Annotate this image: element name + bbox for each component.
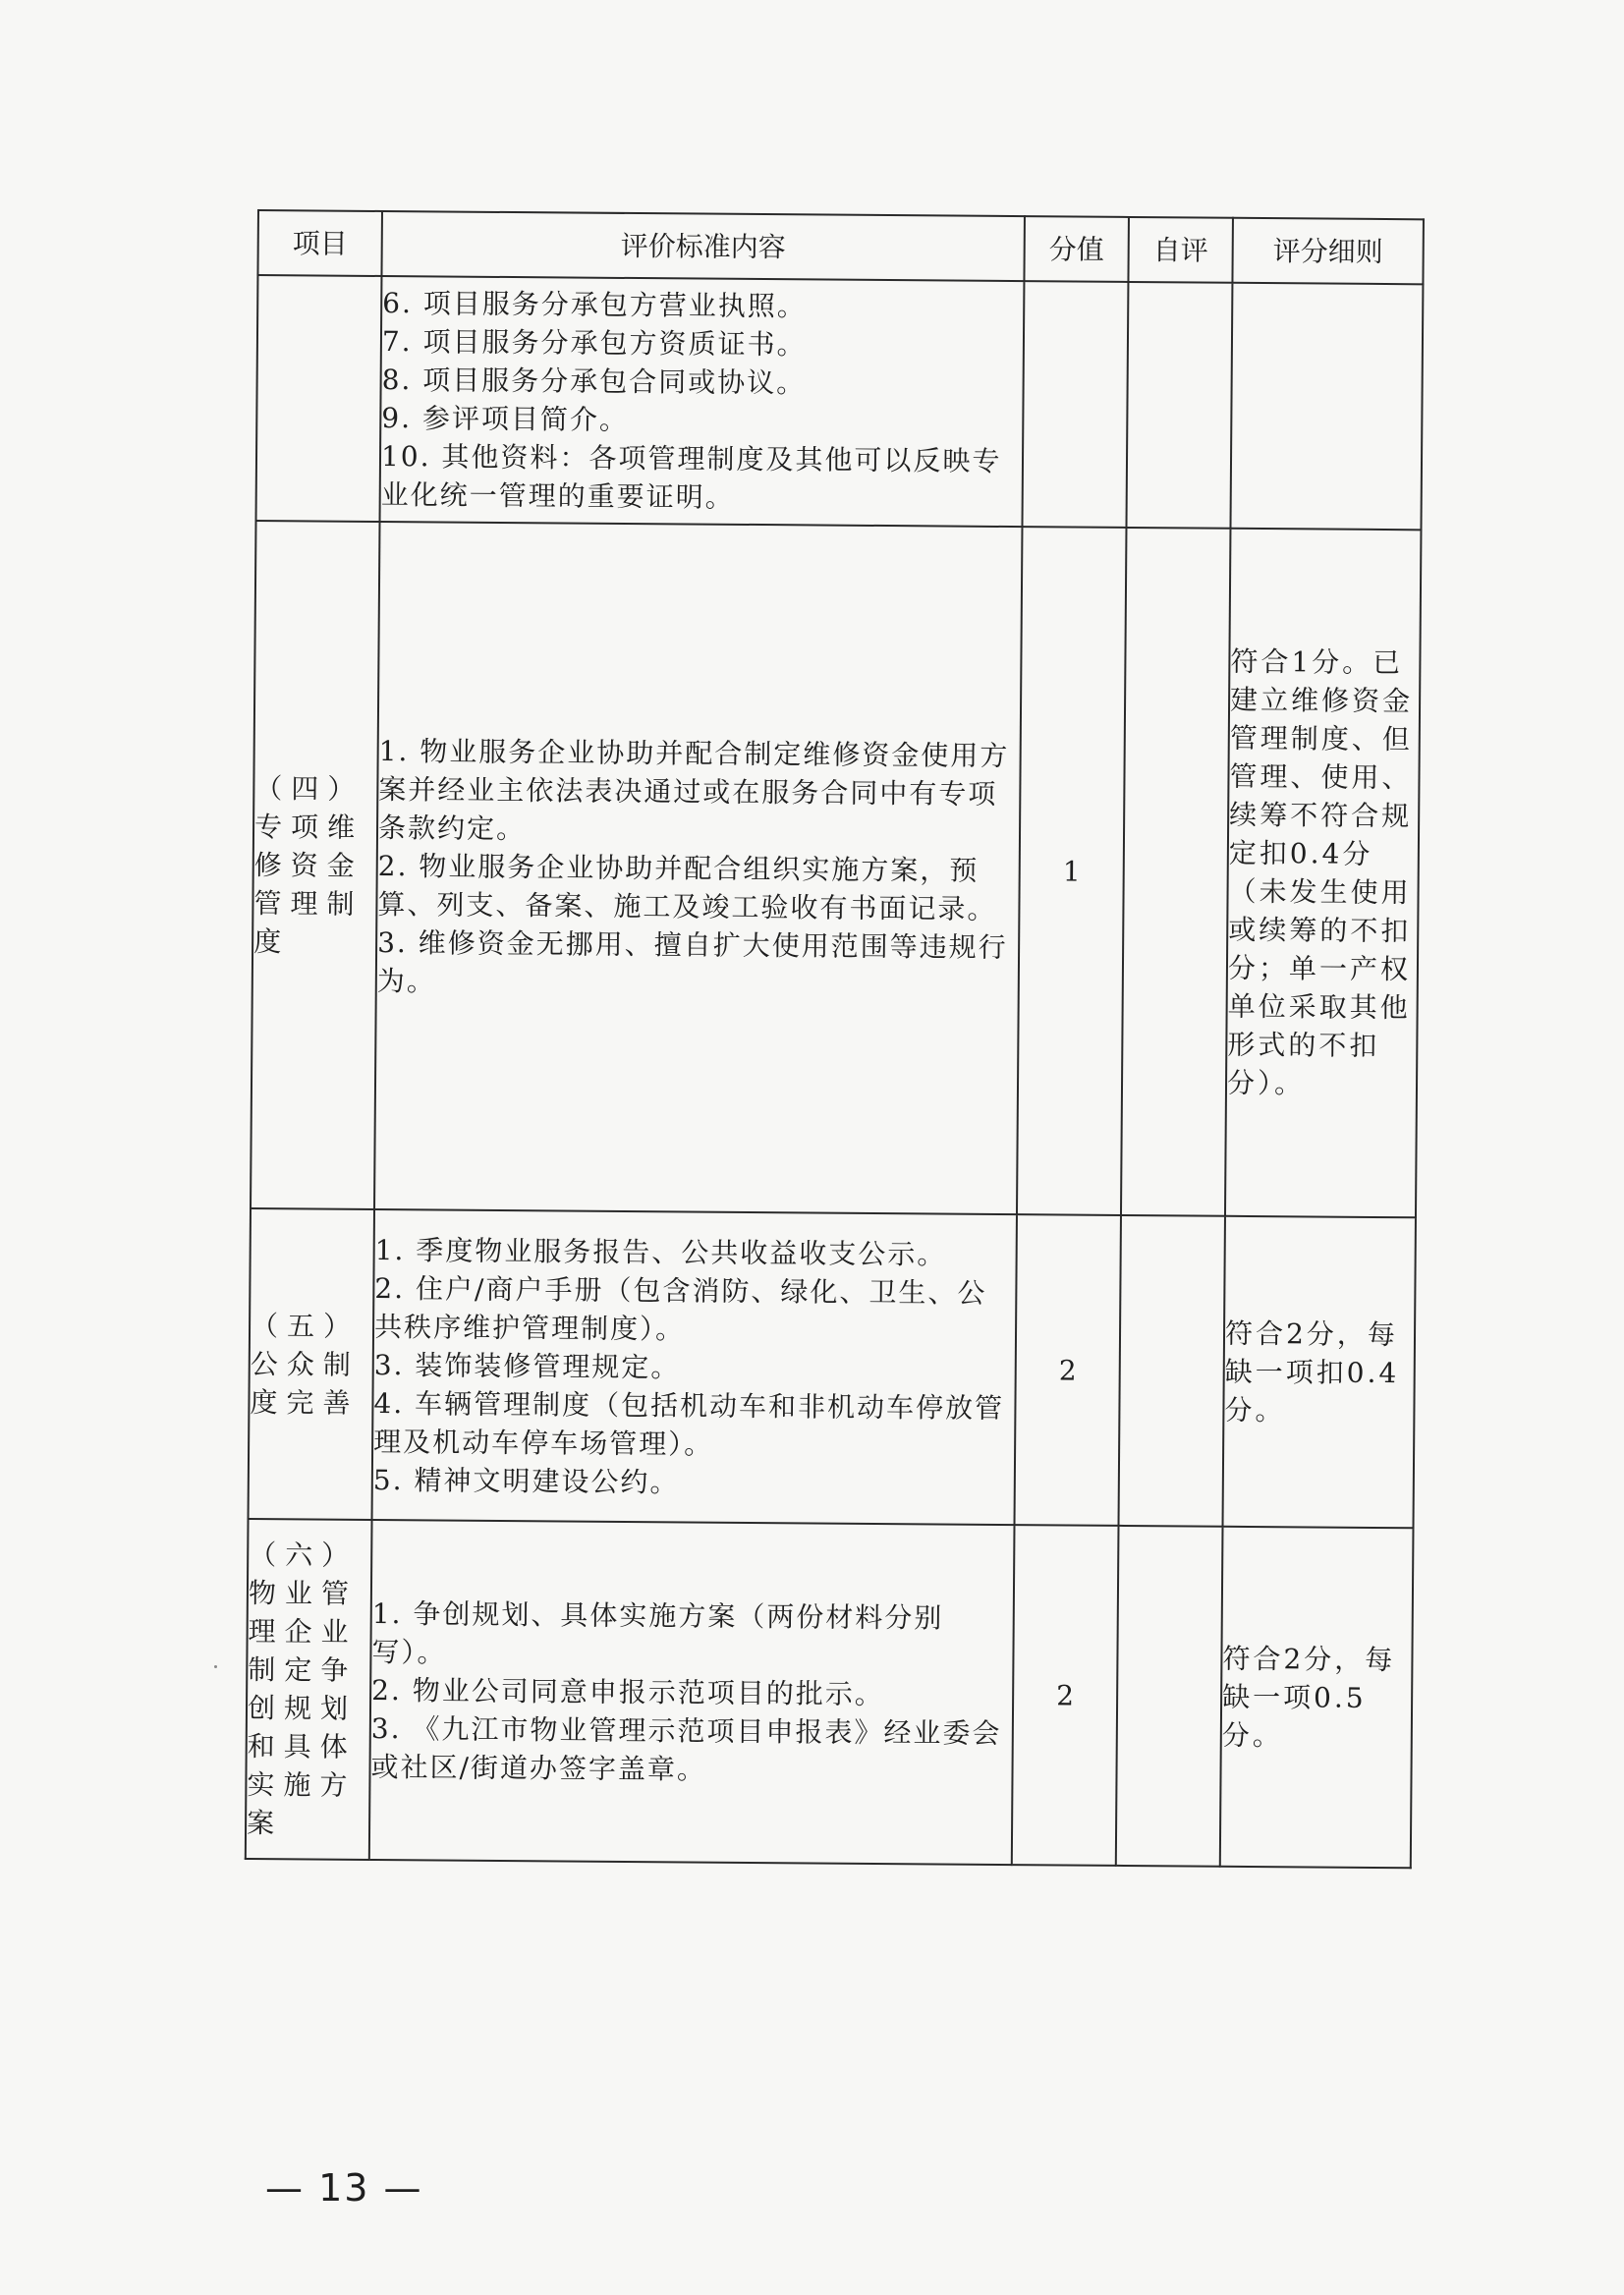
content-line: 1. 物业服务企业协助并配合制定维修资金使用方案并经业主依法表决通过或在服务合同中有专项条款约定。 <box>377 734 1010 845</box>
row-detail: 符合2分，每缺一项扣0.4分。 <box>1223 1216 1416 1529</box>
evaluation-table <box>245 209 1425 1869</box>
row-item: （四）专项维修资金管理制度 <box>251 521 379 1209</box>
row-content <box>380 276 1025 527</box>
table-row <box>246 1519 1414 1868</box>
row-content <box>374 522 1022 1214</box>
content-line: 2. 物业服务企业协助并配合组织实施方案，预算、列支、备案、施工及竣工验收有书面记录。 <box>377 849 997 925</box>
table-header-row <box>257 210 1423 284</box>
row-score: 2 <box>1015 1214 1121 1526</box>
page-number: — 13 — <box>265 2166 423 2210</box>
header-item: 项目 <box>257 210 382 276</box>
row-score: 2 <box>1012 1525 1119 1866</box>
content-line: 4. 车辆管理制度（包括机动车和非机动车停放管理及机动车停车场管理）。 <box>373 1386 1005 1461</box>
header-content: 评价标准内容 <box>381 211 1024 281</box>
row-score <box>1022 281 1128 528</box>
content-line: 3. 维修资金无挪用、擅自扩大使用范围等违规行为。 <box>376 925 1008 997</box>
content-line: 2. 住户/商户手册（包含消防、绿化、卫生、公共秩序维护管理制度）。 <box>373 1271 987 1345</box>
row-content <box>369 1520 1015 1865</box>
table-row <box>251 521 1421 1217</box>
content-line: 5. 精神文明建设公约。 <box>372 1463 680 1498</box>
header-self: 自评 <box>1128 217 1233 283</box>
content-line: 8. 项目服务分承包合同或协议。 <box>381 364 807 400</box>
content-line: 3. 《九江市物业管理示范项目申报表》经业委会或社区/街道办签字盖章。 <box>370 1711 1002 1786</box>
content-line: 10. 其他资料：各项管理制度及其他可以反映专业化统一管理的重要证明。 <box>380 439 1002 514</box>
row-item <box>256 275 382 522</box>
header-detail: 评分细则 <box>1232 218 1424 285</box>
row-self-eval <box>1126 282 1232 529</box>
row-self-eval <box>1119 1215 1225 1527</box>
content-line: 7. 项目服务分承包方资质证书。 <box>381 325 807 362</box>
row-self-eval <box>1121 528 1230 1216</box>
row-item: （六）物业管理企业制定争创规划和具体实施方案 <box>246 1519 372 1860</box>
content-line: 1. 季度物业服务报告、公共收益收支公示。 <box>374 1233 947 1271</box>
row-content <box>372 1209 1017 1525</box>
scan-speck <box>214 1665 217 1668</box>
row-detail: 符合1分。已建立维修资金管理制度、但管理、使用、续筹不符合规定扣0.4分（未发生使用或续筹的不扣分；单一产权单位采取其他形式的不扣分）。 <box>1225 529 1421 1218</box>
row-self-eval <box>1116 1526 1223 1867</box>
row-detail: 符合2分，每缺一项0.5分。 <box>1220 1527 1414 1869</box>
content-line: 3. 装饰装修管理规定。 <box>373 1348 681 1383</box>
table-row <box>256 275 1424 530</box>
row-score: 1 <box>1017 527 1126 1215</box>
content-line: 6. 项目服务分承包方营业执照。 <box>382 287 807 323</box>
content-line: 1. 争创规划、具体实施方案（两份材料分别写）。 <box>371 1596 944 1669</box>
content-line: 9. 参评项目简介。 <box>381 401 630 436</box>
row-detail <box>1230 283 1423 531</box>
table-row <box>249 1208 1416 1528</box>
header-score: 分值 <box>1024 216 1129 282</box>
content-line: 2. 物业公司同意申报示范项目的批示。 <box>371 1673 884 1710</box>
row-item: （五）公众制度完善 <box>249 1208 374 1520</box>
